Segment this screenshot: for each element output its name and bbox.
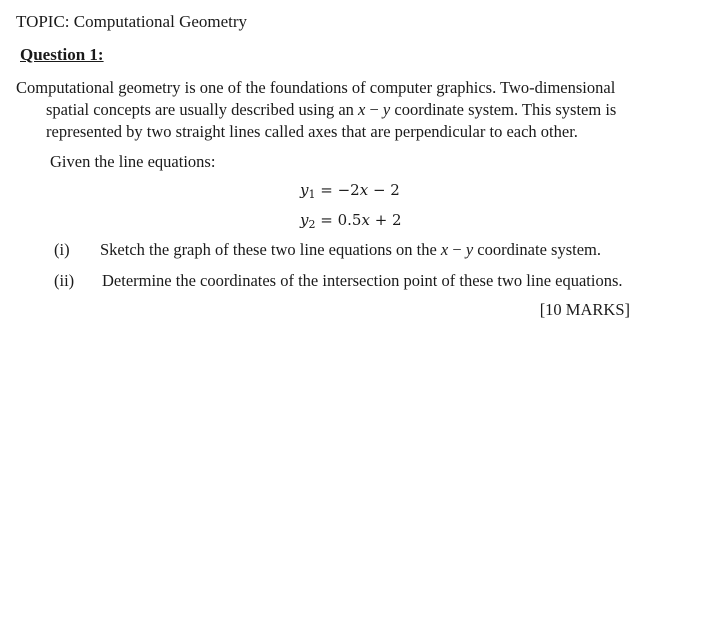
part-1-number: (i) (54, 240, 70, 259)
paragraph-line-1: Computational geometry is one of the foundations of computer graphics. Two-dimensional (16, 78, 616, 97)
part-1-text-a: Sketch the graph of these two line equations on the (100, 240, 441, 259)
part-1-text-b: coordinate system. (473, 240, 601, 259)
paragraph-line-2-text-b: coordinate system. This system is (390, 100, 617, 119)
equation-2-rhs-var: x (361, 211, 370, 229)
equation-2-rhs-a: = 0.5 (315, 211, 362, 229)
equation-1-rhs-b: − 2 (368, 181, 400, 199)
variable-y: y (382, 100, 391, 119)
variable-x: x (358, 100, 366, 119)
minus-sign: − (365, 100, 383, 119)
paragraph-line-3: represented by two straight lines called axes that are perpendicular to each other. (46, 122, 578, 141)
equation-1 (300, 181, 400, 199)
equation-2-subscript: 2 (308, 218, 316, 231)
question-heading: Question 1: (20, 45, 104, 64)
marks-label: [10 MARKS] (539, 300, 630, 319)
part-1-var-x: x (440, 240, 449, 259)
part-1-text (100, 240, 601, 260)
part-2-number: (ii) (54, 271, 75, 290)
equation-2 (300, 211, 402, 229)
paragraph-line-2 (46, 100, 616, 120)
equation-1-rhs-var: x (359, 181, 369, 199)
part-1-minus: − (448, 240, 466, 259)
equation-2-var: y (300, 211, 309, 229)
equation-1-rhs-a: = −2 (315, 181, 360, 199)
part-1-var-y: y (465, 240, 474, 259)
equation-2-rhs-b: + 2 (369, 211, 402, 229)
topic-title: TOPIC: Computational Geometry (16, 12, 248, 31)
equation-1-var: y (300, 181, 309, 199)
equation-1-subscript: 1 (308, 188, 316, 201)
part-2-text: Determine the coordinates of the intersection point of these two line equations. (102, 271, 623, 290)
paragraph-line-2-text-a: spatial concepts are usually described using an (46, 100, 359, 119)
given-label: Given the line equations: (50, 152, 216, 171)
